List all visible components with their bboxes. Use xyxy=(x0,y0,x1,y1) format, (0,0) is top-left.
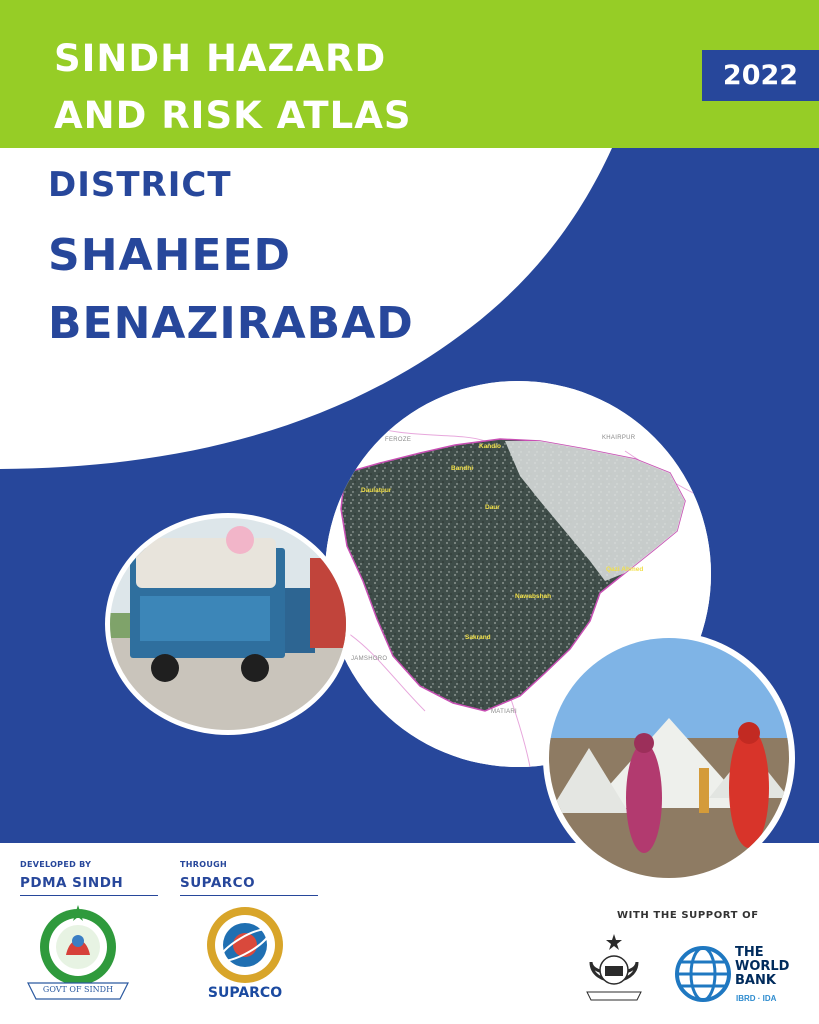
map-neighbor-label: KHAIRPUR xyxy=(602,435,636,441)
truck-photo-image xyxy=(110,518,346,730)
map-neighbor-label: MATIARI xyxy=(491,709,517,715)
map-neighbor-label: JAMSHORO xyxy=(351,656,388,662)
through-label: THROUGH xyxy=(180,860,227,869)
pdma-sindh-logo xyxy=(22,903,134,1003)
world-bank-subtitle: IBRD · IDA xyxy=(736,994,777,1003)
district-label: DISTRICT xyxy=(48,165,232,205)
suparco-logo xyxy=(198,905,292,985)
world-bank-logo xyxy=(675,946,731,1002)
tents-photo-image xyxy=(549,638,789,878)
district-name-line-1: SHAHEED xyxy=(48,230,292,281)
map-town-label: Bandhi xyxy=(451,465,474,472)
developed-by-name: PDMA SINDH xyxy=(20,875,158,896)
district-name-line-2: BENAZIRABAD xyxy=(48,298,414,349)
map-town-label: Sakrand xyxy=(465,634,491,641)
world-bank-name: THE WORLD BANK xyxy=(735,945,790,988)
through-name: SUPARCO xyxy=(180,875,318,896)
sindh-crest-icon xyxy=(581,932,647,1002)
government-of-sindh-emblem xyxy=(581,932,647,1002)
flood-camp-tents-photo xyxy=(543,632,795,884)
suparco-emblem-icon xyxy=(198,905,292,985)
pdma-ribbon-text: GOVT OF SINDH xyxy=(42,985,114,994)
suparco-logo-text: SUPARCO xyxy=(207,985,283,1001)
atlas-title-line-1: SINDH HAZARD xyxy=(54,37,387,80)
world-bank-globe-icon xyxy=(675,946,731,1002)
map-town-label: Daulatpur xyxy=(361,487,392,494)
developed-by-label: DEVELOPED BY xyxy=(20,860,92,869)
relief-truck-photo xyxy=(105,513,351,735)
map-neighbor-label: FEROZE xyxy=(385,437,412,443)
atlas-title xyxy=(54,30,412,144)
map-town-label: Daur xyxy=(485,504,500,511)
district-name xyxy=(48,222,414,358)
atlas-title-line-2: AND RISK ATLAS xyxy=(54,94,412,137)
map-town-label: Kandio xyxy=(479,443,502,450)
map-town-label: Nawabshah xyxy=(515,593,552,600)
year-badge: 2022 xyxy=(702,50,819,101)
support-label: WITH THE SUPPORT OF xyxy=(617,910,759,921)
map-town-label: Qazi Ahmed xyxy=(606,566,644,573)
